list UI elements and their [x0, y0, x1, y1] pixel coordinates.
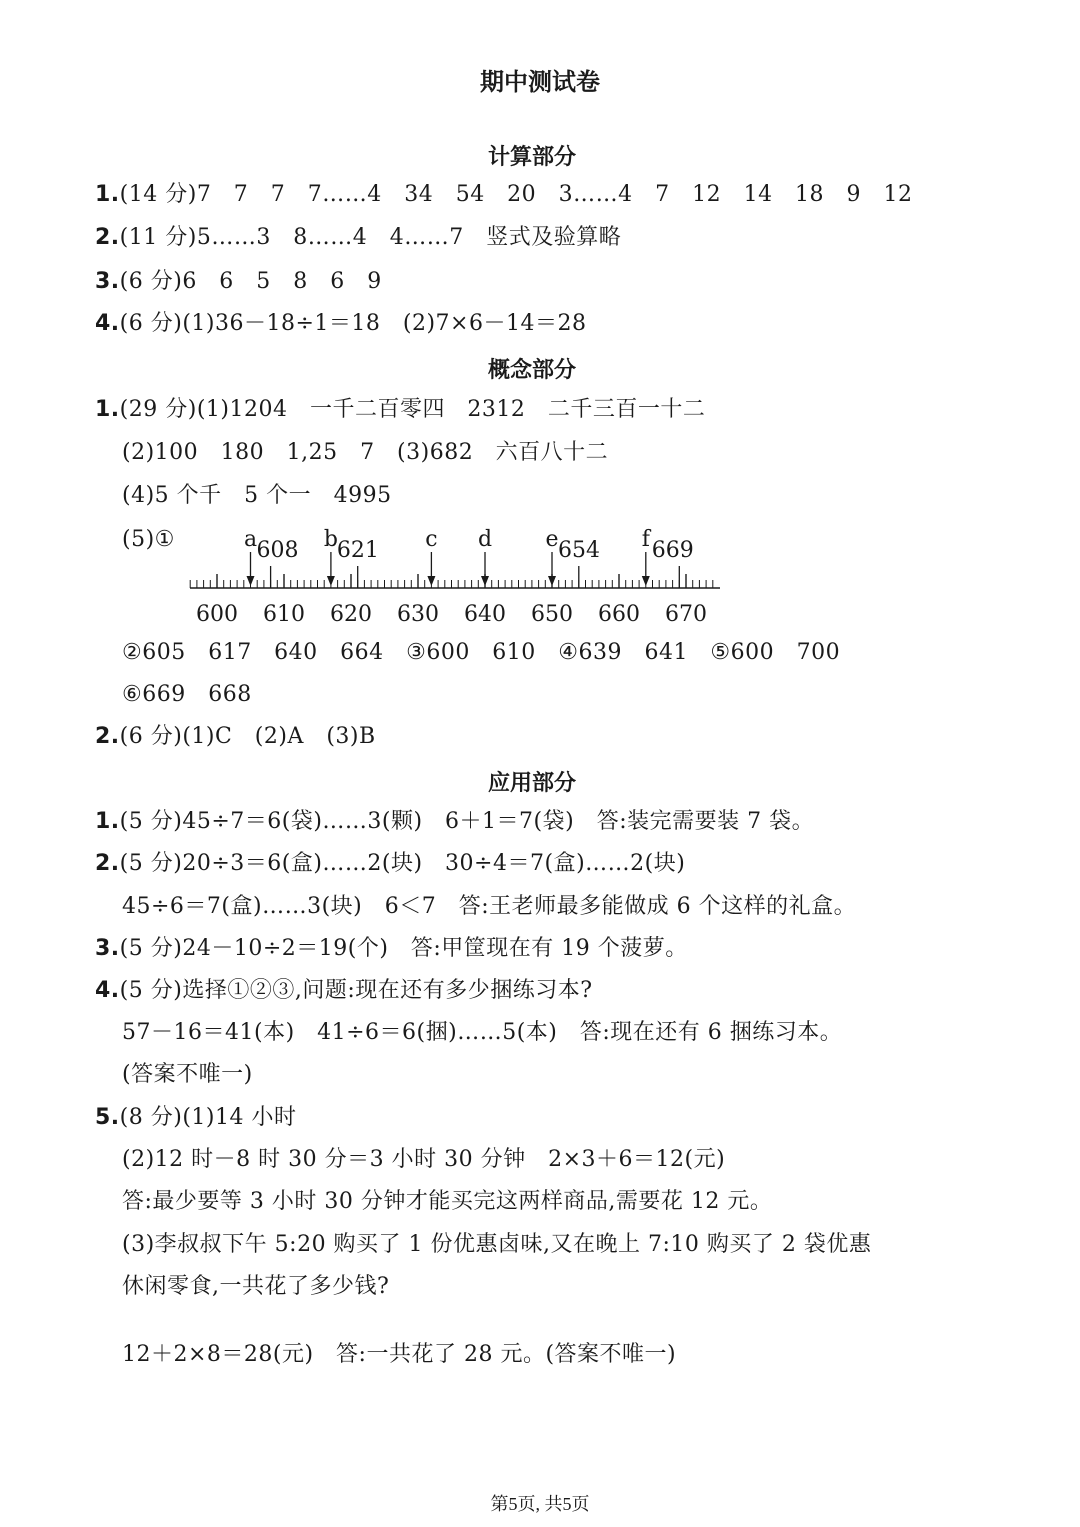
marker-arrow-head: [548, 576, 556, 586]
answer-line: 5.(8 分)(1)14 小时: [95, 1105, 297, 1130]
number-line-label: 610: [263, 602, 305, 627]
answer-line: 3.(6 分)6 6 5 8 6 9: [95, 269, 382, 294]
answer-line: 2.(5 分)20÷3＝6(盒)……2(块) 30÷4＝7(盒)……2(块): [95, 851, 686, 876]
marker-letter: e: [545, 527, 559, 552]
marker-letter: a: [243, 527, 258, 552]
marker-arrow-head: [327, 576, 335, 586]
page-footer: 第5页, 共5页: [490, 1494, 590, 1514]
number-line-label: 670: [665, 602, 707, 627]
section-title-concept: 概念部分: [487, 358, 576, 383]
answer-line: 2.(6 分)(1)C (2)A (3)B: [95, 724, 376, 749]
answer-line: 57－16＝41(本) 41÷6＝6(捆)……5(本) 答:现在还有 6 捆练习本。: [122, 1020, 843, 1045]
marker-value-label: 621: [336, 538, 379, 563]
answer-line: (5)①: [122, 527, 175, 552]
marker-letter: f: [641, 527, 650, 552]
page-title: 期中测试卷: [480, 68, 600, 96]
answer-line: 答:最少要等 3 小时 30 分钟才能买完这两样商品,需要花 12 元。: [122, 1189, 773, 1214]
section-title-calc: 计算部分: [487, 145, 576, 170]
number-line-label: 620: [330, 602, 372, 627]
marker-arrow-head: [642, 576, 650, 586]
number-line: [0, 0, 1080, 640]
answer-line: ⑥669 668: [122, 682, 252, 707]
number-line-label: 660: [598, 602, 640, 627]
answer-line: (3)李叔叔下午 5:20 购买了 1 份优惠卤味,又在晚上 7:10 购买了 2 袋优惠: [122, 1232, 872, 1257]
number-line-label: 650: [531, 602, 573, 627]
answer-line: (答案不唯一): [122, 1062, 253, 1087]
answer-line: 3.(5 分)24－10÷2＝19(个) 答:甲筐现在有 19 个菠萝。: [95, 936, 688, 961]
number-line-label: 630: [397, 602, 439, 627]
marker-letter: d: [477, 527, 493, 552]
answer-line: 4.(5 分)选择①②③,问题:现在还有多少捆练习本?: [95, 978, 593, 1003]
answer-line: (4)5 个千 5 个一 4995: [122, 483, 392, 508]
answer-line: 4.(6 分)(1)36－18÷1＝18 (2)7×6－14＝28: [95, 311, 587, 336]
answer-line: 休闲零食,一共花了多少钱?: [122, 1274, 390, 1299]
answer-line: ②605 617 640 664 ③600 610 ④639 641 ⑤600 700: [122, 640, 841, 665]
answer-line: (2)12 时－8 时 30 分＝3 小时 30 分钟 2×3＋6＝12(元): [122, 1147, 726, 1172]
answer-line: 1.(29 分)(1)1204 一千二百零四 2312 二千三百一十二: [95, 397, 706, 422]
marker-arrow-head: [247, 576, 255, 586]
answer-line: 1.(5 分)45÷7＝6(袋)……3(颗) 6＋1＝7(袋) 答:装完需要装 7 袋。: [95, 809, 815, 834]
marker-letter: b: [323, 527, 338, 552]
marker-arrow-head: [427, 576, 435, 586]
number-line-label: 600: [196, 602, 238, 627]
marker-value-label: 654: [558, 538, 600, 563]
answer-line: 1.(14 分)7 7 7 7……4 34 54 20 3……4 7 12 14 18 9 12: [95, 182, 913, 207]
marker-arrow-head: [481, 576, 489, 586]
number-line-label: 640: [464, 602, 506, 627]
answer-line: 45÷6＝7(盒)……3(块) 6＜7 答:王老师最多能做成 6 个这样的礼盒。: [122, 894, 857, 919]
answer-line: 12＋2×8＝28(元) 答:一共花了 28 元。(答案不唯一): [122, 1342, 677, 1367]
answer-line: 2.(11 分)5……3 8……4 4……7 竖式及验算略: [95, 225, 622, 250]
section-title-apply: 应用部分: [487, 771, 576, 796]
marker-value-label: 608: [256, 538, 299, 563]
answer-line: (2)100 180 1,25 7 (3)682 六百八十二: [122, 440, 609, 465]
marker-letter: c: [425, 527, 438, 552]
marker-value-label: 669: [651, 538, 694, 563]
